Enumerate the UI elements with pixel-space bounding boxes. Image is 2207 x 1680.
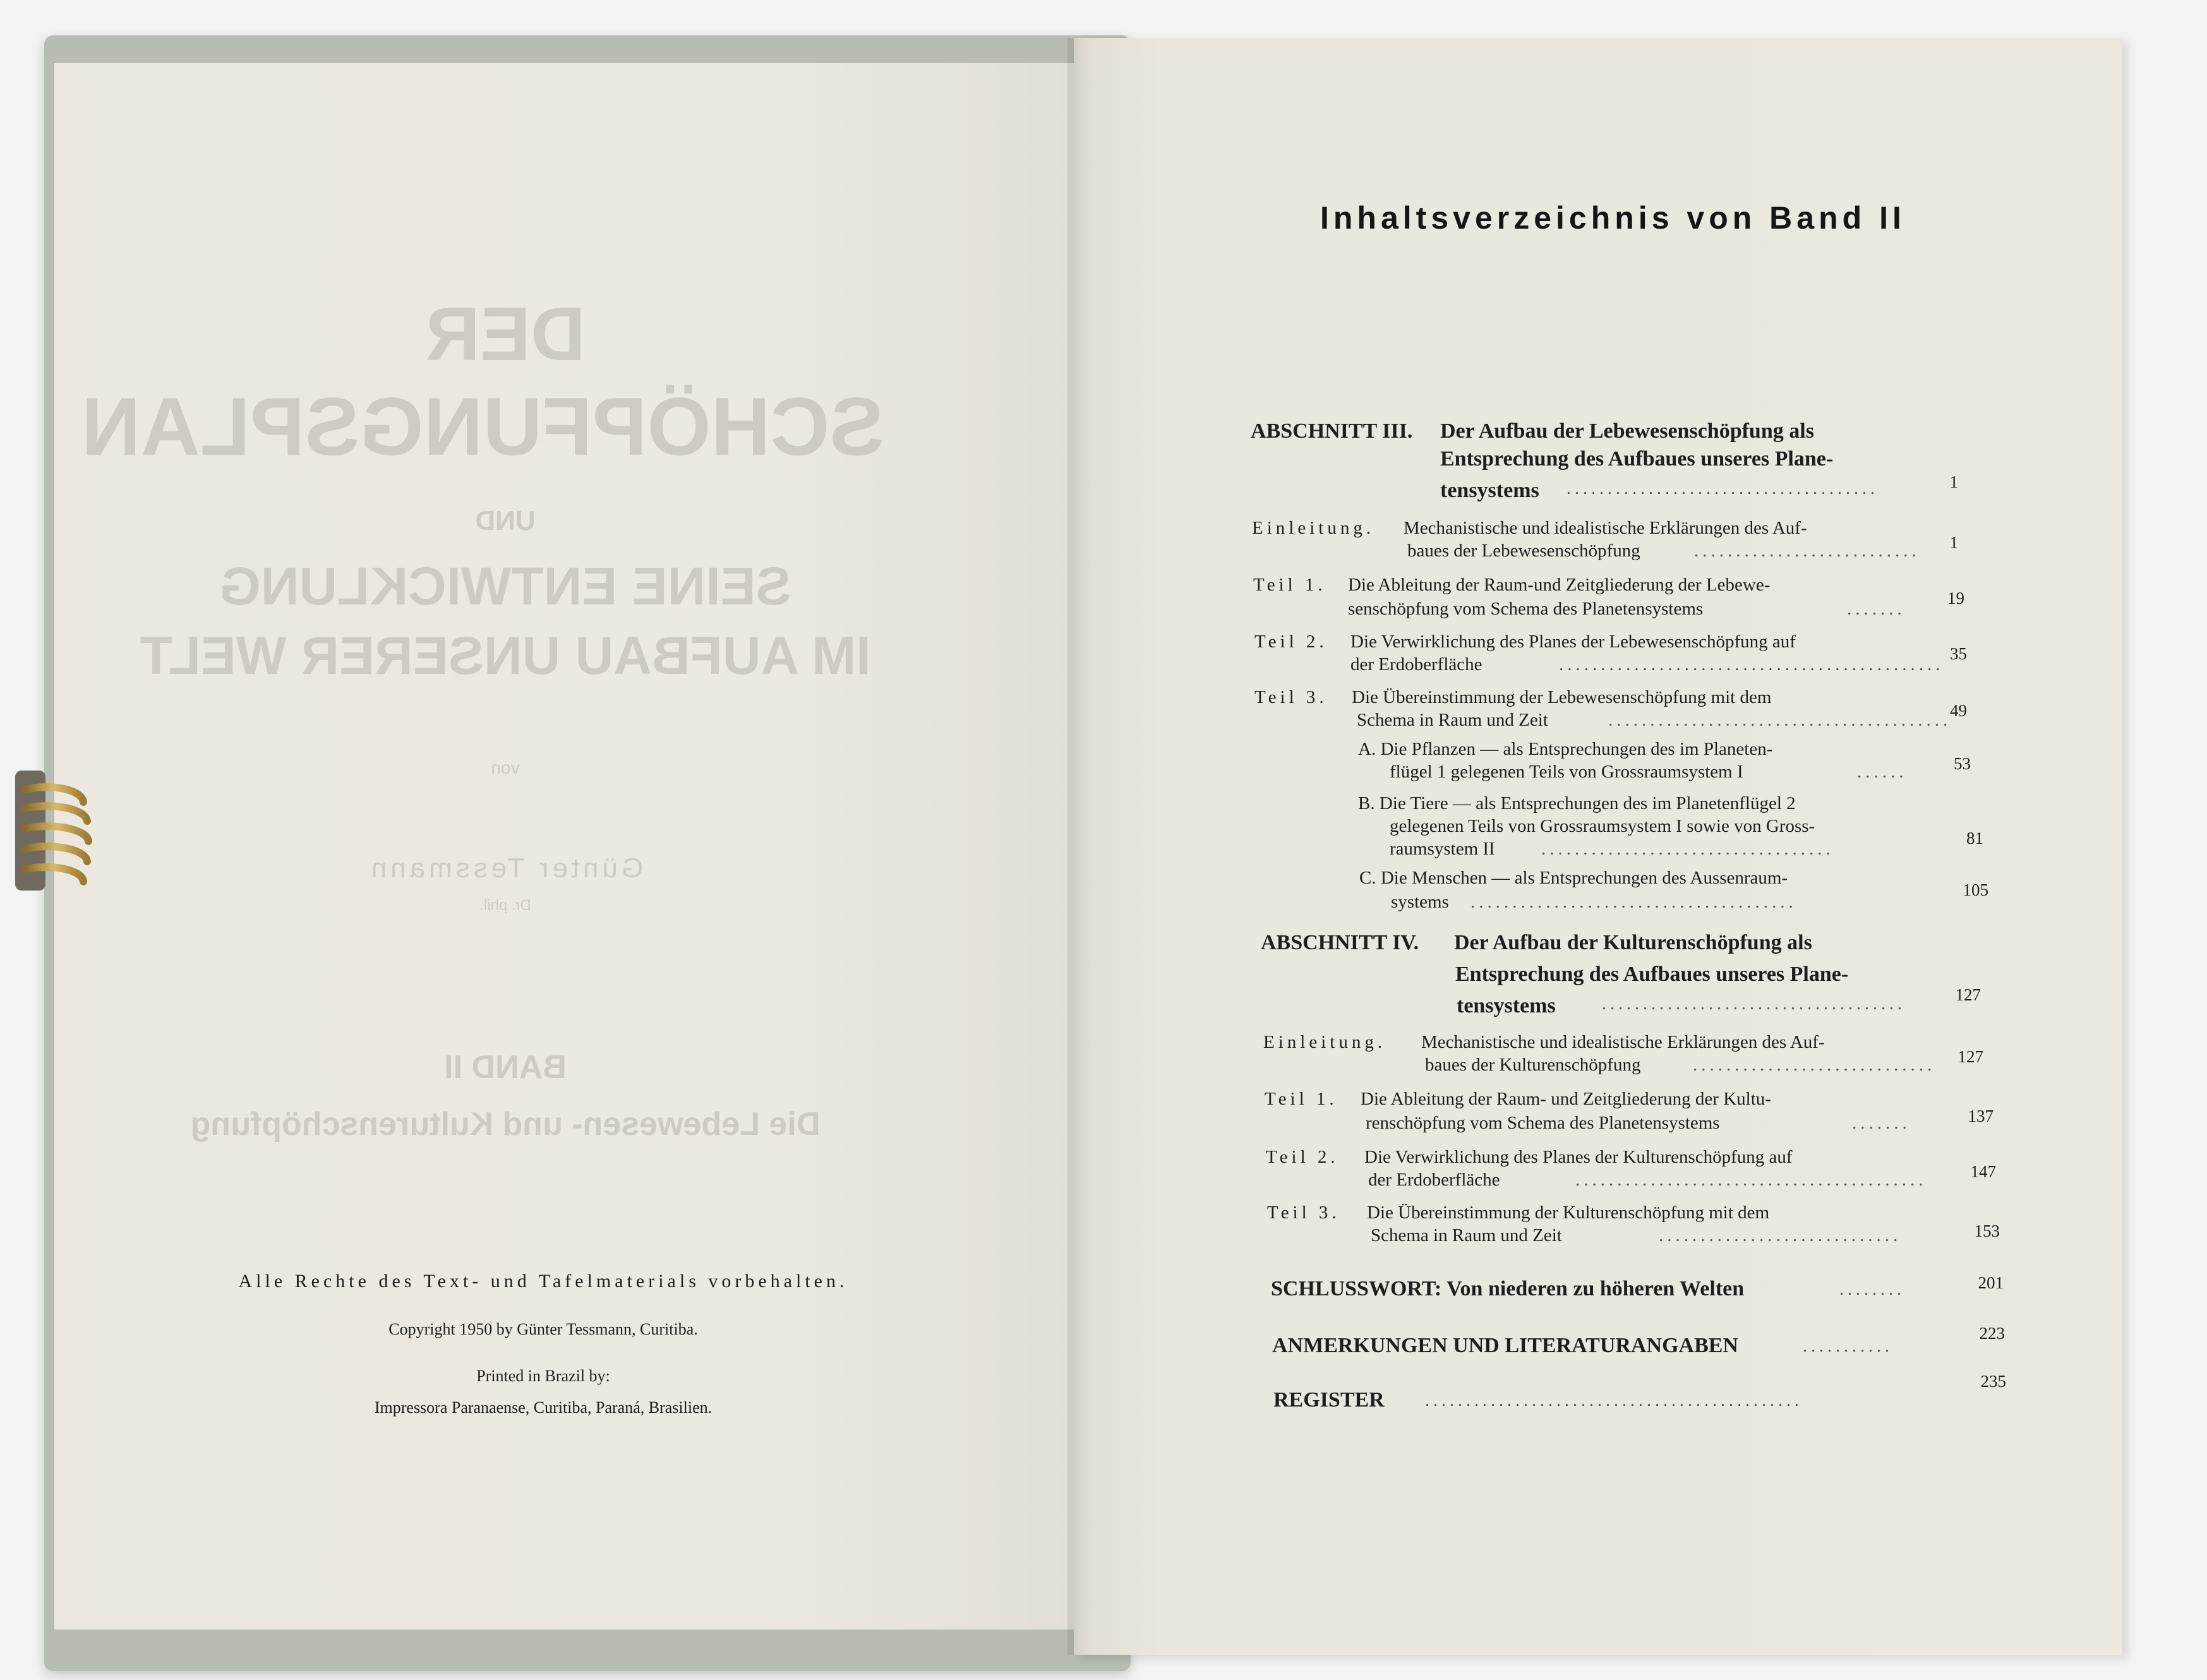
toc-line: gelegenen Teils von Grossraumsystem I sowie von Gross-: [1390, 816, 1815, 836]
toc-page-number: 201: [1978, 1273, 2004, 1292]
toc-entry-teil-2: Teil 2. Die Verwirklichung des Planes der Lebewesenschöpfung auf der Erdoberfläche .............................................. 35: [1254, 632, 1967, 675]
toc-page-number: 105: [1963, 880, 1988, 899]
toc-line: baues der Kulturenschöpfung: [1425, 1055, 1641, 1075]
toc-entry-abschnitt-4: ABSCHNITT IV. Der Aufbau der Kulturenschöpfung als Entsprechung des Aufbaues unseres Plane- tensystems ..................................... 127: [1261, 931, 1981, 1017]
ghost-text-line: DER: [425, 292, 586, 376]
toc-label: Teil 1.: [1253, 575, 1326, 595]
toc-label: Teil 3.: [1254, 687, 1328, 707]
ghost-text-line: SCHÖPFUNGSPLAN: [81, 380, 884, 472]
toc-entry-teil-1: Teil 1. Die Ableitung der Raum- und Zeitgliederung der Kultu- renschöpfung vom Schema des Planetensystems ....... 137: [1265, 1089, 1994, 1133]
toc-entry-einleitung: Einleitung. Mechanistische und idealistische Erklärungen des Auf- baues der Kulturenschöpfung ............................. 127: [1263, 1032, 1983, 1075]
toc-page-number: 81: [1966, 829, 1983, 848]
toc-line: REGISTER: [1273, 1388, 1385, 1412]
toc-line: der Erdoberfläche: [1350, 654, 1482, 675]
toc-line: A. Die Pflanzen — als Entsprechungen des im Planeten-: [1358, 739, 1773, 759]
ghost-text-line: UND: [475, 505, 536, 536]
toc-entry-anmerkungen: ANMERKUNGEN UND LITERATURANGABEN ........... 223: [1272, 1324, 2005, 1357]
toc-page-number: 35: [1950, 644, 1967, 663]
toc-label: Teil 2.: [1266, 1147, 1339, 1167]
toc-line: raumsystem II: [1390, 839, 1495, 859]
toc-title: Inhaltsverzeichnis von Band II: [1320, 200, 1906, 236]
toc-line: Entsprechung des Aufbaues unseres Plane-: [1455, 963, 1849, 986]
toc-entry-abschnitt-3: ABSCHNITT III. Der Aufbau der Lebewesenschöpfung als Entsprechung des Aufbaues unseres Plane- tensystems ...................................... 1: [1251, 419, 1958, 502]
toc-line: tensystems: [1457, 994, 1556, 1017]
toc-page-number: 1: [1949, 533, 1958, 552]
toc-line: ANMERKUNGEN UND LITERATURANGABEN: [1272, 1334, 1738, 1357]
toc-entry-einleitung: Einleitung. Mechanistische und idealistische Erklärungen des Auf- baues der Lebewesenschöpfung ........................... 1: [1252, 518, 1958, 561]
toc-page-number: 127: [1955, 985, 1981, 1004]
toc-page-number: 127: [1957, 1047, 1983, 1066]
ghost-text-line: Die Lebewesen- und Kulturenschöpfung: [190, 1106, 821, 1143]
toc-page-number: 147: [1970, 1162, 1996, 1181]
toc-line: Der Aufbau der Lebewesenschöpfung als: [1440, 419, 1814, 443]
toc-line: flügel 1 gelegenen Teils von Grossraumsystem I: [1390, 762, 1743, 782]
toc-entry-teil-3: Teil 3. Die Übereinstimmung der Kulturenschöpfung mit dem Schema in Raum und Zeit ............................. 153: [1267, 1203, 2000, 1245]
copyright-line: Copyright 1950 by Günter Tessmann, Curitiba.: [388, 1320, 698, 1338]
toc-line: Die Verwirklichung des Planes der Lebewesenschöpfung auf: [1350, 632, 1796, 652]
toc-line: Die Übereinstimmung der Kulturenschöpfung mit dem: [1367, 1203, 1770, 1223]
toc-line: Schema in Raum und Zeit: [1371, 1225, 1562, 1245]
toc-entry-pflanzen: A. Die Pflanzen — als Entsprechungen des im Planeten- flügel 1 gelegenen Teils von Grossraumsystem I ...... 53: [1358, 739, 1971, 782]
toc-line: Mechanistische und idealistische Erklärungen des Auf-: [1404, 518, 1807, 538]
toc-line: Mechanistische und idealistische Erklärungen des Auf-: [1421, 1032, 1825, 1052]
toc-label: Teil 2.: [1254, 632, 1328, 652]
toc-label: Teil 3.: [1267, 1203, 1340, 1223]
toc-line: Die Übereinstimmung der Lebewesenschöpfung mit dem: [1352, 687, 1772, 707]
toc-page-number: 223: [1979, 1324, 2005, 1343]
toc-page-number: 1: [1949, 472, 1958, 491]
toc-entry-register: REGISTER .............................................. 235: [1273, 1372, 2006, 1412]
ghost-text-line: IM AUFBAU UNSERER WELT: [140, 626, 871, 685]
toc-section-label: ABSCHNITT III.: [1251, 419, 1413, 443]
toc-page-number: 235: [1980, 1372, 2006, 1391]
toc-section-label: ABSCHNITT IV.: [1261, 931, 1419, 954]
toc-page-number: 137: [1968, 1107, 1994, 1125]
toc-line: SCHLUSSWORT: Von niederen zu höheren Welten: [1271, 1277, 1745, 1300]
ghost-text-line: Günter Tessmann: [367, 853, 644, 884]
ghost-text-line: Dr. phil.: [479, 897, 531, 914]
toc-page-number: 19: [1947, 589, 1964, 608]
toc-page-number: 53: [1954, 754, 1971, 773]
toc-page-number: 49: [1950, 701, 1967, 720]
toc-label: Einleitung.: [1252, 518, 1375, 538]
toc-entry-schlusswort: SCHLUSSWORT: Von niederen zu höheren Welten ........ 201: [1271, 1273, 2004, 1300]
toc-line: Die Ableitung der Raum- und Zeitgliederung der Kultu-: [1361, 1089, 1771, 1109]
toc-entry-teil-3: Teil 3. Die Übereinstimmung der Lebewesenschöpfung mit dem Schema in Raum und Zeit ......................................... 49: [1254, 687, 1967, 730]
toc-line: C. Die Menschen — als Entsprechungen des Aussenraum-: [1359, 868, 1788, 888]
toc-line: senschöpfung vom Schema des Planetensystems: [1348, 599, 1704, 619]
ghost-text-line: SEINE ENTWICKLUNG: [219, 556, 791, 616]
toc-label: Teil 1.: [1265, 1089, 1338, 1109]
toc-line: Schema in Raum und Zeit: [1357, 710, 1548, 730]
toc-line: baues der Lebewesenschöpfung: [1407, 541, 1640, 561]
toc-entry-teil-2: Teil 2. Die Verwirklichung des Planes der Kulturenschöpfung auf der Erdoberfläche .......................................... 147: [1266, 1147, 1996, 1190]
toc-entry-teil-1: Teil 1. Die Ableitung der Raum-und Zeitgliederung der Lebewe- senschöpfung vom Schema des Planetensystems ....... 19: [1253, 575, 1964, 619]
book-gutter: [1067, 38, 1093, 1655]
printer-line: Impressora Paranaense, Curitiba, Paraná, Brasilien.: [374, 1398, 713, 1417]
toc-line: der Erdoberfläche: [1368, 1170, 1500, 1190]
toc-line: Die Verwirklichung des Planes der Kulturenschöpfung auf: [1364, 1147, 1793, 1167]
toc-line: Die Ableitung der Raum-und Zeitgliederung der Lebewe-: [1348, 575, 1771, 595]
toc-line: Entsprechung des Aufbaues unseres Plane-: [1440, 447, 1834, 471]
toc-line: tensystems: [1440, 479, 1539, 502]
toc-entry-menschen: C. Die Menschen — als Entsprechungen des Aussenraum- systems ....................................... 105: [1359, 868, 1988, 912]
toc-label: Einleitung.: [1263, 1032, 1386, 1052]
toc-line: systems: [1391, 892, 1449, 912]
toc-entry-tiere: B. Die Tiere — als Entsprechungen des im Planetenflügel 2 gelegenen Teils von Grossraumsystem I sowie von Gross- raumsystem II ................................... 81: [1358, 793, 1983, 859]
toc-page-number: 153: [1974, 1221, 2000, 1240]
printed-line: Printed in Brazil by:: [476, 1367, 610, 1385]
ribbon-clasp: [13, 758, 95, 897]
toc-line: Der Aufbau der Kulturenschöpfung als: [1454, 931, 1812, 954]
ghost-text-line: BAND II: [444, 1049, 567, 1086]
ghost-text-line: von: [491, 758, 520, 777]
toc-line: B. Die Tiere — als Entsprechungen des im Planetenflügel 2: [1358, 793, 1796, 813]
toc-line: renschöpfung vom Schema des Planetensystems: [1366, 1113, 1720, 1133]
rights-notice: Alle Rechte des Text- und Tafelmaterials vorbehalten.: [238, 1271, 848, 1292]
